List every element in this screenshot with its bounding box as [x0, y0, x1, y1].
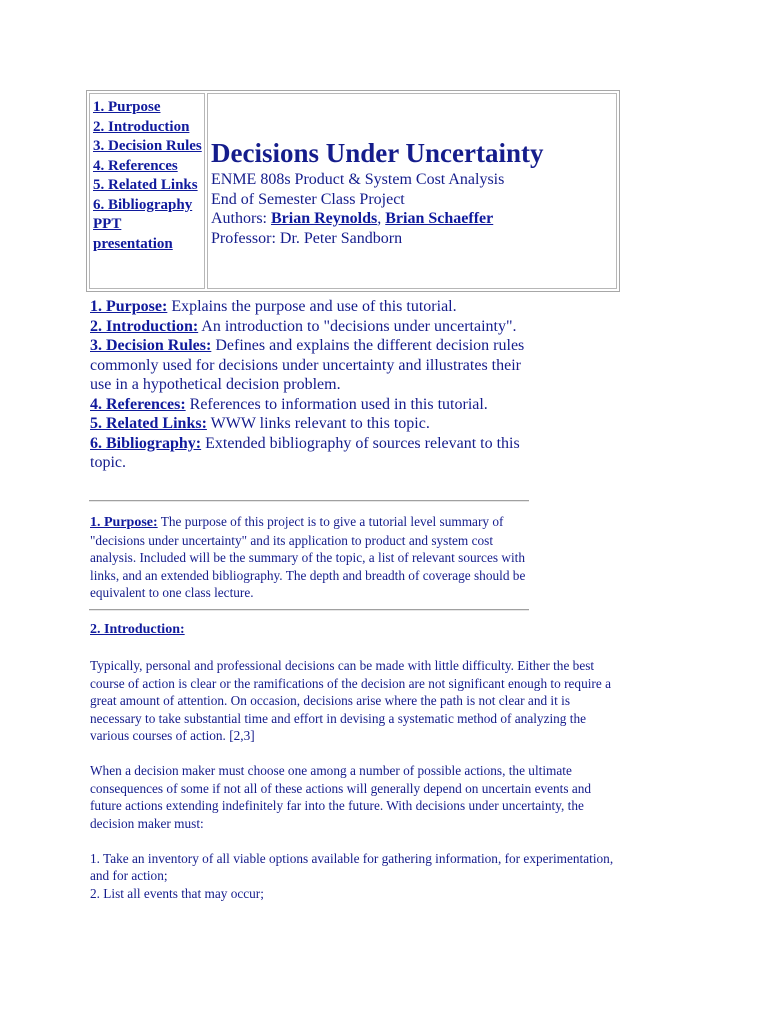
purpose-heading-link[interactable]: 1. Purpose: — [90, 515, 158, 530]
summary-text: References to information used in this tutorial. — [185, 395, 488, 413]
authors-prefix: Authors: — [211, 210, 271, 227]
header-table — [86, 90, 620, 292]
divider — [89, 500, 529, 502]
summary-item — [90, 414, 530, 434]
author-link-reynolds[interactable]: Brian Reynolds — [271, 210, 378, 227]
intro-paragraph: Typically, personal and professional decisions can be made with little difficulty. Either the best course of action is clear or the ramifications of the decision are not significant enough to require a great amount of attention. On occasion, decisions arise where the path is not clear and it is necessary to take substantial time and effort in devising a systematic method of analyzing the various courses of action. [2,3] — [90, 658, 611, 743]
summary-item — [90, 434, 530, 473]
summary-item — [90, 317, 530, 337]
nav-link-references[interactable]: 4. References — [93, 157, 178, 174]
section-summary — [90, 297, 530, 473]
summary-text: Defines and explains the different decision rules commonly used for decisions under uncertainty and illustrates their use in a hypothetical decision problem. — [90, 337, 525, 393]
intro-step: 2. List all events that may occur; — [90, 885, 264, 901]
page-title: Decisions Under Uncertainty — [211, 138, 544, 168]
summary-link-references[interactable]: 4. References: — [90, 395, 186, 413]
summary-item — [90, 297, 530, 317]
course-line: ENME 808s Product & System Cost Analysis — [211, 171, 505, 188]
nav-link-introduction[interactable]: 2. Introduction — [93, 118, 190, 135]
nav-link-decision-rules[interactable]: 3. Decision Rules — [93, 138, 202, 154]
nav-cell — [89, 93, 205, 289]
nav-link-ppt-presentation[interactable]: PPT presentation — [93, 216, 173, 252]
nav-link-purpose[interactable]: 1. Purpose — [93, 99, 161, 115]
summary-text: Explains the purpose and use of this tutorial. — [167, 298, 457, 315]
summary-link-purpose[interactable]: 1. Purpose: — [90, 298, 168, 315]
intro-paragraph: When a decision maker must choose one among a number of possible actions, the ultimate consequences of some if not all of these actions will generally depend on uncertain events and future actions extending indefinitely far into the future. With decisions under uncertainty, the decision maker must: — [90, 763, 592, 831]
author-link-schaeffer[interactable]: Brian Schaeffer — [385, 210, 494, 227]
summary-link-bibliography[interactable]: 6. Bibliography: — [90, 434, 202, 452]
nav-link-bibliography[interactable]: 6. Bibliography — [93, 196, 193, 213]
summary-item — [90, 395, 530, 415]
summary-text: WWW links relevant to this topic. — [206, 415, 430, 432]
summary-text: Extended bibliography of sources relevant to this topic. — [90, 434, 520, 471]
summary-link-introduction[interactable]: 2. Introduction: — [90, 317, 199, 335]
professor-line: Professor: Dr. Peter Sandborn — [211, 229, 403, 247]
summary-link-decision-rules[interactable]: 3. Decision Rules: — [90, 337, 212, 354]
section-purpose — [90, 513, 530, 602]
project-line: End of Semester Class Project — [211, 190, 405, 208]
authors-line — [211, 209, 616, 229]
intro-heading-link[interactable]: 2. Introduction: — [90, 622, 185, 637]
summary-item — [90, 336, 530, 395]
summary-link-related-links[interactable]: 5. Related Links: — [90, 415, 207, 432]
divider — [89, 609, 529, 611]
summary-text: An introduction to "decisions under uncertainty". — [198, 317, 517, 335]
intro-heading — [90, 622, 185, 638]
purpose-text: The purpose of this project is to give a tutorial level summary of "decisions under uncertainty" and its application to product and system cost analysis. Included will be the summary of the topic, a list of relevant sources with links, and an extended bibliography. The depth and breadth of coverage should be equivalent to one class lecture. — [90, 514, 526, 600]
nav-link-related-links[interactable]: 5. Related Links — [93, 177, 198, 193]
title-cell — [207, 93, 617, 289]
author-separator: , — [377, 210, 386, 227]
intro-step: 1. Take an inventory of all viable options available for gathering information, for experimentation, and for action; — [90, 850, 614, 883]
section-introduction — [90, 657, 620, 902]
